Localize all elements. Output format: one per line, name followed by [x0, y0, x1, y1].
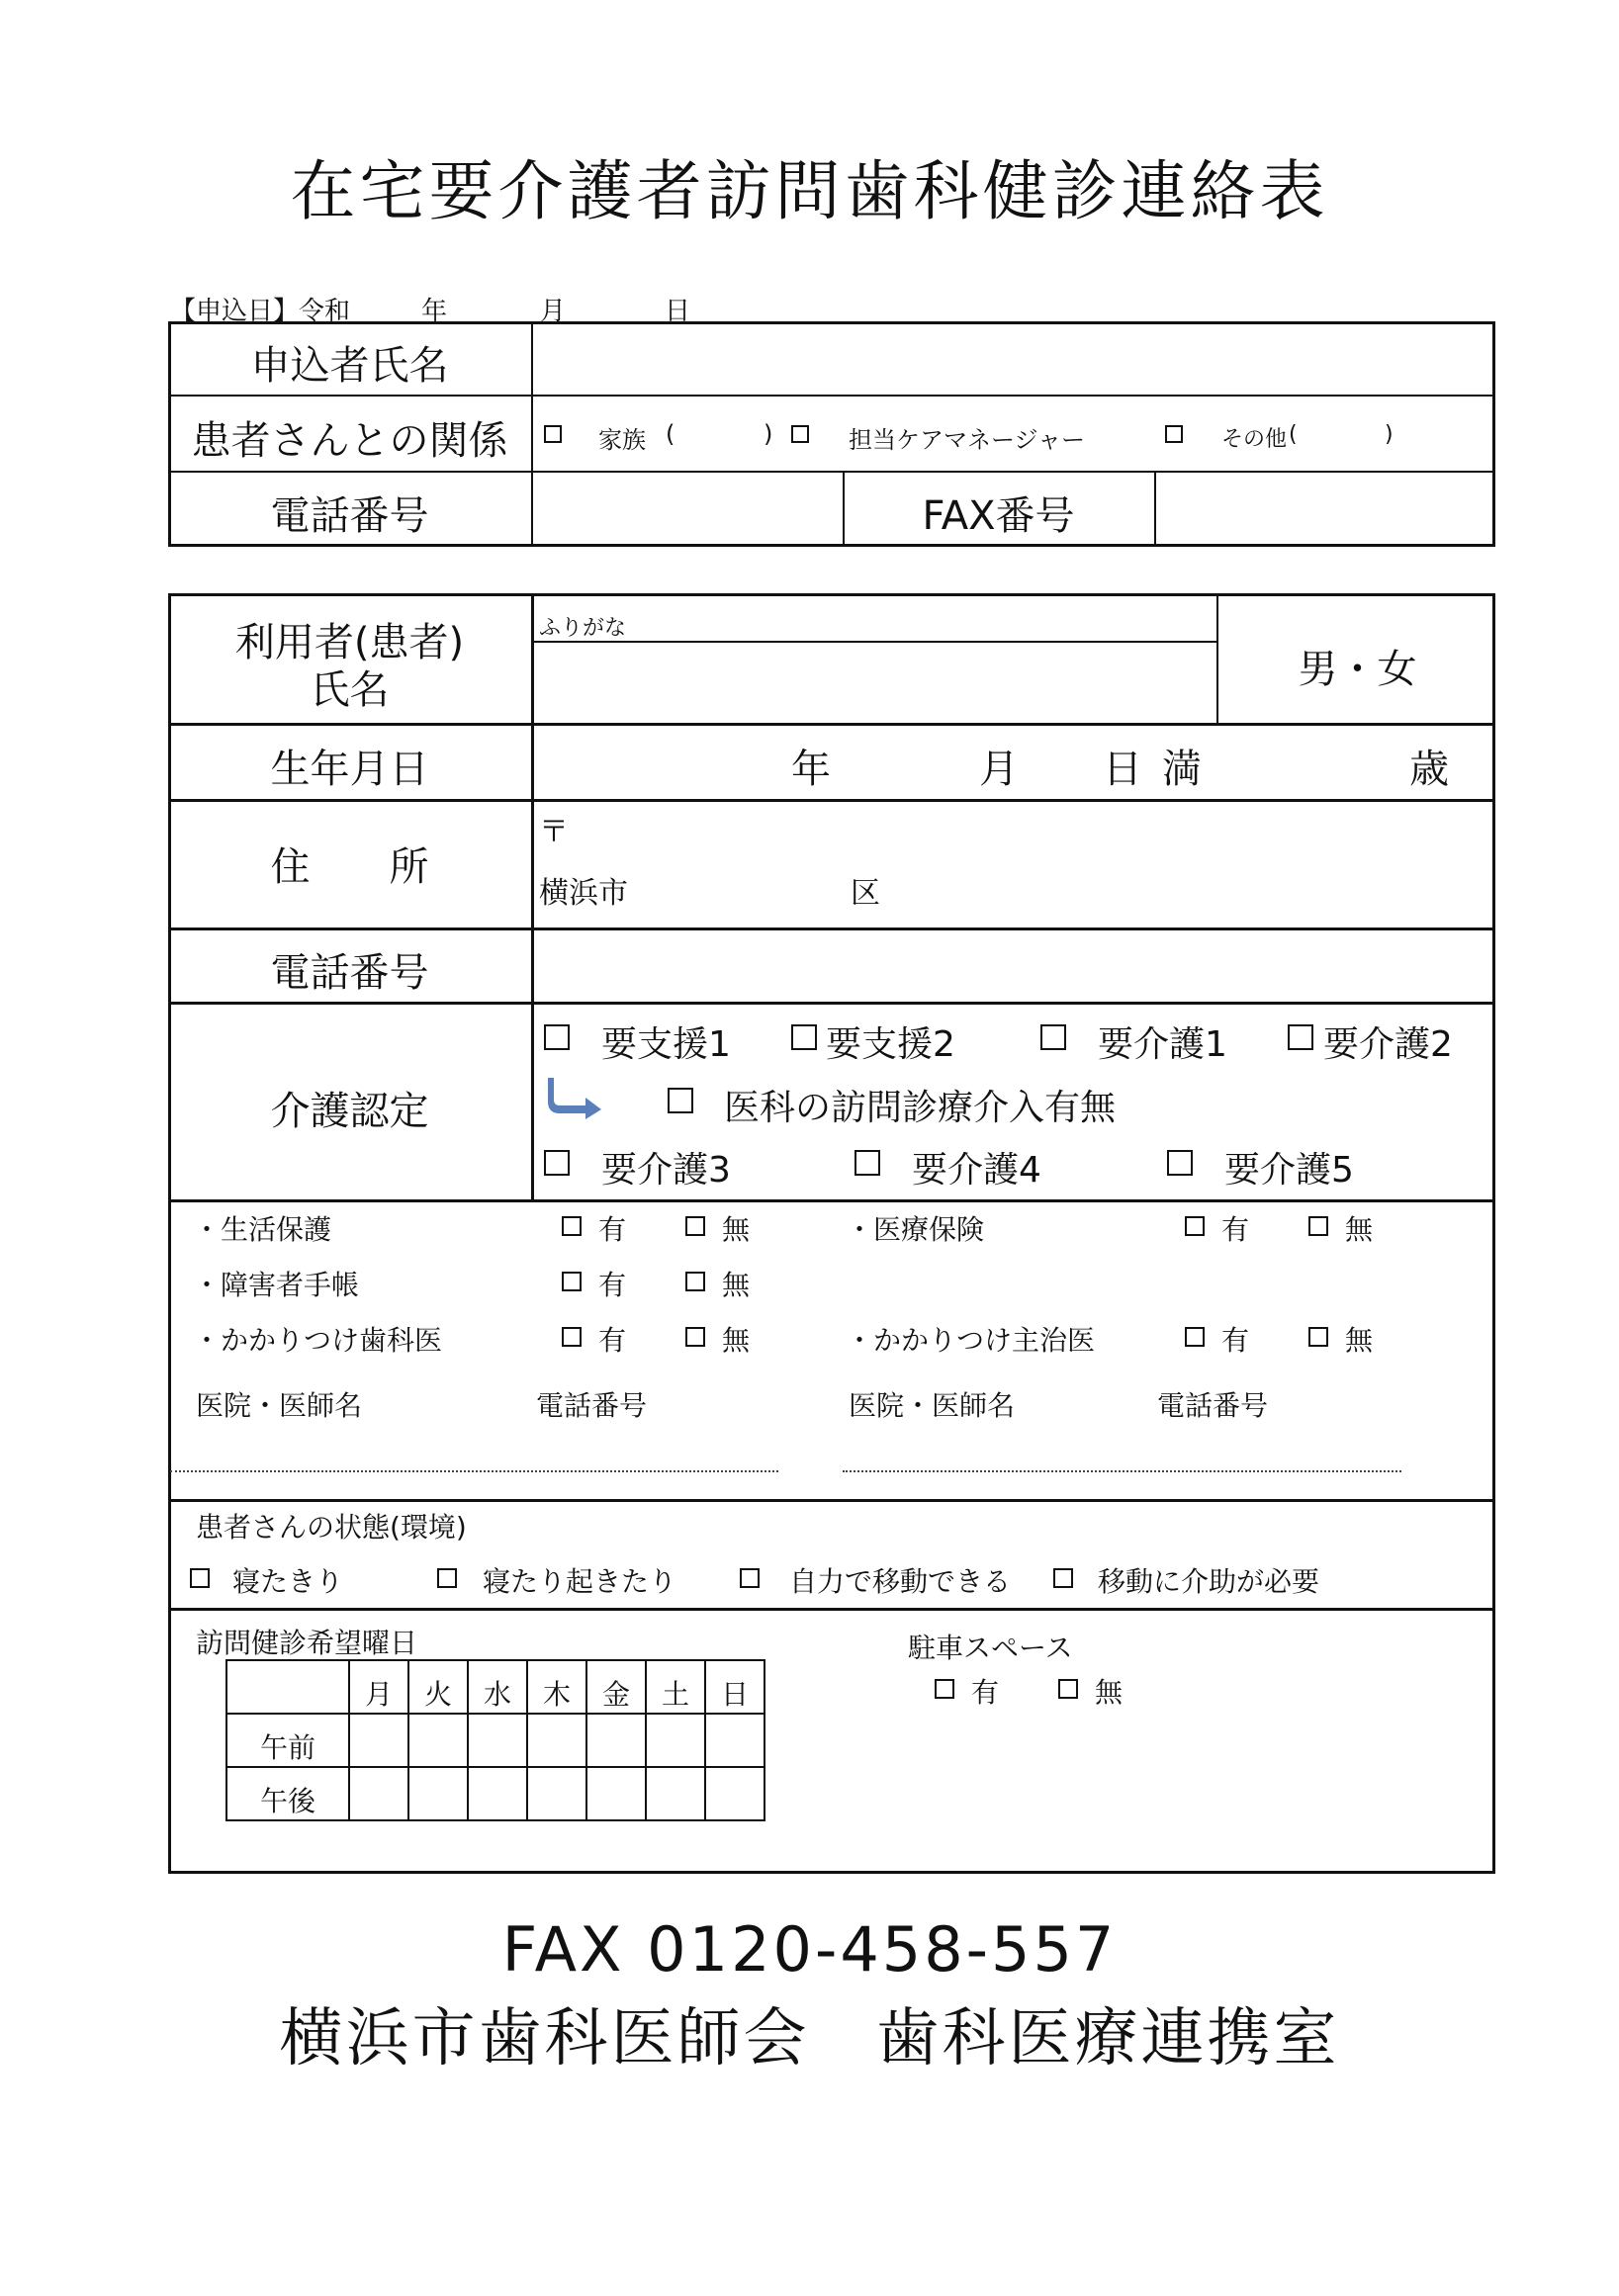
- family-doctor-no-label: 無: [1345, 1324, 1374, 1357]
- support1-checkbox[interactable]: [544, 1024, 570, 1050]
- assisted-checkbox[interactable]: [1053, 1568, 1073, 1588]
- relation-family-paren-close: ): [764, 420, 773, 448]
- schedule-table: [225, 1659, 765, 1821]
- birth-month-label: 月: [979, 747, 1019, 792]
- day-sat: 土: [646, 1660, 705, 1714]
- bedridden-checkbox[interactable]: [190, 1568, 210, 1588]
- parking-no-label: 無: [1095, 1676, 1124, 1709]
- patient-phone-field[interactable]: [534, 930, 1492, 1000]
- medical-insurance-label: ・医療保険: [846, 1213, 985, 1246]
- family-dentist-yes-label: 有: [598, 1324, 627, 1357]
- patient-name-label-line2: 氏名: [310, 667, 390, 713]
- arrow-icon: [546, 1076, 601, 1121]
- welfare-no-checkbox[interactable]: [685, 1216, 705, 1236]
- care5-checkbox[interactable]: [1167, 1150, 1193, 1176]
- pm-mon-cell[interactable]: [349, 1767, 408, 1820]
- dentist-clinic-name-label: 医院・医師名: [196, 1389, 363, 1422]
- patient-name-field[interactable]: [534, 644, 1214, 721]
- am-fri-cell[interactable]: [586, 1714, 646, 1767]
- footer-fax: FAX 0120-458-557: [501, 1913, 1118, 1986]
- support2-checkbox[interactable]: [791, 1024, 817, 1050]
- independent-label: 自力で移動できる: [789, 1565, 1012, 1598]
- day-mon: 月: [349, 1660, 408, 1714]
- care5-label: 要介護5: [1224, 1150, 1354, 1191]
- welfare-no-label: 無: [722, 1213, 751, 1246]
- partially-bedridden-label: 寝たり起きたり: [483, 1565, 677, 1598]
- pm-thu-cell[interactable]: [527, 1767, 586, 1820]
- schedule-label: 訪問健診希望曜日: [196, 1627, 418, 1659]
- parking-label: 駐車スペース: [908, 1632, 1073, 1664]
- relation-family-label: 家族: [598, 426, 646, 454]
- postal-mark: 〒: [539, 815, 569, 849]
- disability-yes-checkbox[interactable]: [562, 1272, 582, 1291]
- care3-checkbox[interactable]: [544, 1150, 570, 1176]
- applicant-name-label: 申込者氏名: [250, 343, 449, 389]
- furigana-label: ふりがな: [539, 616, 627, 641]
- doctor-clinic-name-label: 医院・医師名: [849, 1389, 1016, 1422]
- doctor-info-line[interactable]: [843, 1470, 1401, 1472]
- care4-label: 要介護4: [912, 1150, 1041, 1191]
- support2-label: 要支援2: [826, 1024, 955, 1065]
- day-thu: 木: [527, 1660, 586, 1714]
- am-sat-cell[interactable]: [646, 1714, 705, 1767]
- pm-wed-cell[interactable]: [468, 1767, 527, 1820]
- parking-yes-checkbox[interactable]: [935, 1679, 954, 1699]
- dentist-info-line[interactable]: [170, 1470, 778, 1472]
- gender-select[interactable]: 男・女: [1298, 647, 1417, 692]
- care3-label: 要介護3: [601, 1150, 731, 1191]
- care1-label: 要介護1: [1098, 1024, 1227, 1065]
- pm-sun-cell[interactable]: [705, 1767, 765, 1820]
- schedule-header-blank: [226, 1660, 349, 1714]
- bedridden-label: 寝たきり: [232, 1565, 344, 1598]
- disability-label: ・障害者手帳: [193, 1269, 360, 1301]
- care1-checkbox[interactable]: [1040, 1024, 1066, 1050]
- address-label: 住 所: [270, 844, 429, 890]
- medical-insurance-yes-label: 有: [1221, 1213, 1250, 1246]
- disability-yes-label: 有: [598, 1269, 627, 1301]
- family-dentist-no-checkbox[interactable]: [685, 1327, 705, 1347]
- applicant-fax-field[interactable]: [1157, 474, 1493, 545]
- am-thu-cell[interactable]: [527, 1714, 586, 1767]
- parking-yes-label: 有: [971, 1676, 1000, 1709]
- care-certification-label: 介護認定: [270, 1089, 429, 1134]
- day-tue: 火: [408, 1660, 468, 1714]
- independent-checkbox[interactable]: [740, 1568, 760, 1588]
- welfare-yes-checkbox[interactable]: [562, 1216, 582, 1236]
- applicant-name-field[interactable]: [534, 324, 1492, 393]
- form-title: 在宅要介護者訪問歯科健診連絡表: [290, 153, 1329, 229]
- relation-care-manager-checkbox[interactable]: [791, 425, 809, 443]
- medical-insurance-yes-checkbox[interactable]: [1185, 1216, 1205, 1236]
- relation-family-checkbox[interactable]: [544, 425, 562, 443]
- family-doctor-label: ・かかりつけ主治医: [846, 1324, 1096, 1357]
- am-label: 午前: [226, 1714, 349, 1767]
- pm-fri-cell[interactable]: [586, 1767, 646, 1820]
- relation-other-label: その他: [1221, 427, 1288, 452]
- pm-tue-cell[interactable]: [408, 1767, 468, 1820]
- care2-label: 要介護2: [1323, 1024, 1453, 1065]
- doctor-phone-label: 電話番号: [1157, 1389, 1269, 1422]
- medical-insurance-no-label: 無: [1345, 1213, 1374, 1246]
- disability-no-checkbox[interactable]: [685, 1272, 705, 1291]
- day-wed: 水: [468, 1660, 527, 1714]
- disability-no-label: 無: [722, 1269, 751, 1301]
- birth-year-label: 年: [791, 747, 831, 792]
- application-date-label: 【申込日】令和: [170, 297, 351, 326]
- pm-sat-cell[interactable]: [646, 1767, 705, 1820]
- support1-label: 要支援1: [601, 1024, 731, 1065]
- relation-other-paren-close: ): [1385, 422, 1394, 447]
- patient-name-label-line1: 利用者(患者): [234, 620, 465, 665]
- welfare-label: ・生活保護: [193, 1213, 332, 1246]
- family-dentist-label: ・かかりつけ歯科医: [193, 1324, 443, 1357]
- partially-bedridden-checkbox[interactable]: [437, 1568, 457, 1588]
- applicant-phone-label: 電話番号: [270, 493, 429, 539]
- medical-insurance-no-checkbox[interactable]: [1308, 1216, 1328, 1236]
- care4-checkbox[interactable]: [854, 1150, 880, 1176]
- family-dentist-no-label: 無: [722, 1324, 751, 1357]
- am-mon-cell[interactable]: [349, 1714, 408, 1767]
- day-sun: 日: [705, 1660, 765, 1714]
- birth-day-label: 日: [1103, 747, 1142, 792]
- relation-other-checkbox[interactable]: [1165, 425, 1183, 443]
- parking-no-checkbox[interactable]: [1058, 1679, 1078, 1699]
- am-tue-cell[interactable]: [408, 1714, 468, 1767]
- relation-family-paren-open: (: [666, 420, 675, 448]
- applicant-phone-field[interactable]: [534, 474, 841, 545]
- care2-checkbox[interactable]: [1288, 1024, 1313, 1050]
- am-wed-cell[interactable]: [468, 1714, 527, 1767]
- am-sun-cell[interactable]: [705, 1714, 765, 1767]
- day-fri: 金: [586, 1660, 646, 1714]
- ward-label: 区: [851, 876, 880, 911]
- family-doctor-yes-checkbox[interactable]: [1185, 1327, 1205, 1347]
- patient-phone-label: 電話番号: [270, 950, 429, 996]
- applicant-fax-label: FAX番号: [922, 493, 1075, 539]
- relation-other-paren-open: (: [1289, 422, 1298, 447]
- assisted-label: 移動に介助が必要: [1098, 1565, 1320, 1598]
- dentist-phone-label: 電話番号: [536, 1389, 648, 1422]
- welfare-yes-label: 有: [598, 1213, 627, 1246]
- family-doctor-no-checkbox[interactable]: [1308, 1327, 1328, 1347]
- application-day-label: 日: [665, 297, 691, 326]
- medical-visit-checkbox[interactable]: [668, 1088, 693, 1113]
- age-suffix: 歳: [1409, 747, 1449, 792]
- footer-organization: 横浜市歯科医師会 歯科医療連携室: [279, 2002, 1340, 2075]
- pm-label: 午後: [226, 1767, 349, 1820]
- medical-visit-label: 医科の訪問診療介入有無: [724, 1088, 1117, 1128]
- application-month-label: 月: [540, 297, 567, 326]
- family-dentist-yes-checkbox[interactable]: [562, 1327, 582, 1347]
- birth-date-label: 生年月日: [270, 747, 429, 792]
- application-year-label: 年: [421, 297, 448, 326]
- city-label: 横浜市: [539, 876, 628, 911]
- family-doctor-yes-label: 有: [1221, 1324, 1250, 1357]
- condition-label: 患者さんの状態(環境): [196, 1511, 467, 1544]
- relation-care-manager-label: 担当ケアマネージャー: [849, 426, 1086, 454]
- age-prefix: 満: [1162, 747, 1202, 792]
- relation-label: 患者さんとの関係: [191, 418, 508, 464]
